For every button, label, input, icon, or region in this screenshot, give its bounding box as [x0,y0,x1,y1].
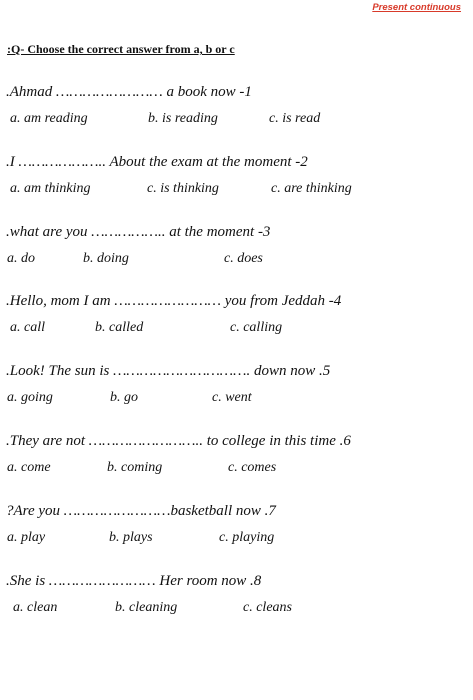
question-stem: .what are you …………….. at the moment -3 [6,224,271,240]
option-b: b. is reading [148,111,218,126]
option-c: c. comes [228,460,277,475]
option-a: a. come [7,460,51,475]
option-c: c. does [224,251,263,266]
question-stem: .She is …………………… Her room now .8 [6,573,262,589]
option-a: a. call [10,320,45,335]
option-a: a. do [7,251,35,266]
question-stem: .Look! The sun is …………………………. down now .5 [6,363,331,379]
option-c: c. playing [219,530,275,545]
question-stem: .I ……………….. About the exam at the moment -2 [6,154,308,170]
option-a: a. play [7,530,46,545]
instruction-text: :Q- Choose the correct answer from a, b or c [7,42,235,56]
option-b: b. called [95,320,144,335]
option-b: b. cleaning [115,600,178,615]
option-c: c. is read [269,111,321,126]
question-stem: .They are not …………………….. to college in this time .6 [6,433,351,449]
option-a: a. going [7,390,53,405]
option-c: c. calling [230,320,283,335]
question-stem: .Hello, mom I am …………………… you from Jeddah -4 [6,293,342,309]
option-c: c. cleans [243,600,292,615]
option-b: b. go [110,390,138,405]
option-b: b. doing [83,251,129,266]
option-c: c. are thinking [271,181,352,196]
option-c: c. went [212,390,252,405]
option-b: b. coming [107,460,163,475]
option-b: b. plays [109,530,153,545]
option-b: c. is thinking [147,181,219,196]
option-a: a. am thinking [10,181,91,196]
option-a: a. am reading [10,111,88,126]
question-stem: ?Are you ……………………basketball now .7 [6,503,276,519]
option-a: a. clean [13,600,58,615]
worksheet-topic-title: Present continuous [372,2,461,13]
question-stem: .Ahmad …………………… a book now -1 [6,84,252,100]
